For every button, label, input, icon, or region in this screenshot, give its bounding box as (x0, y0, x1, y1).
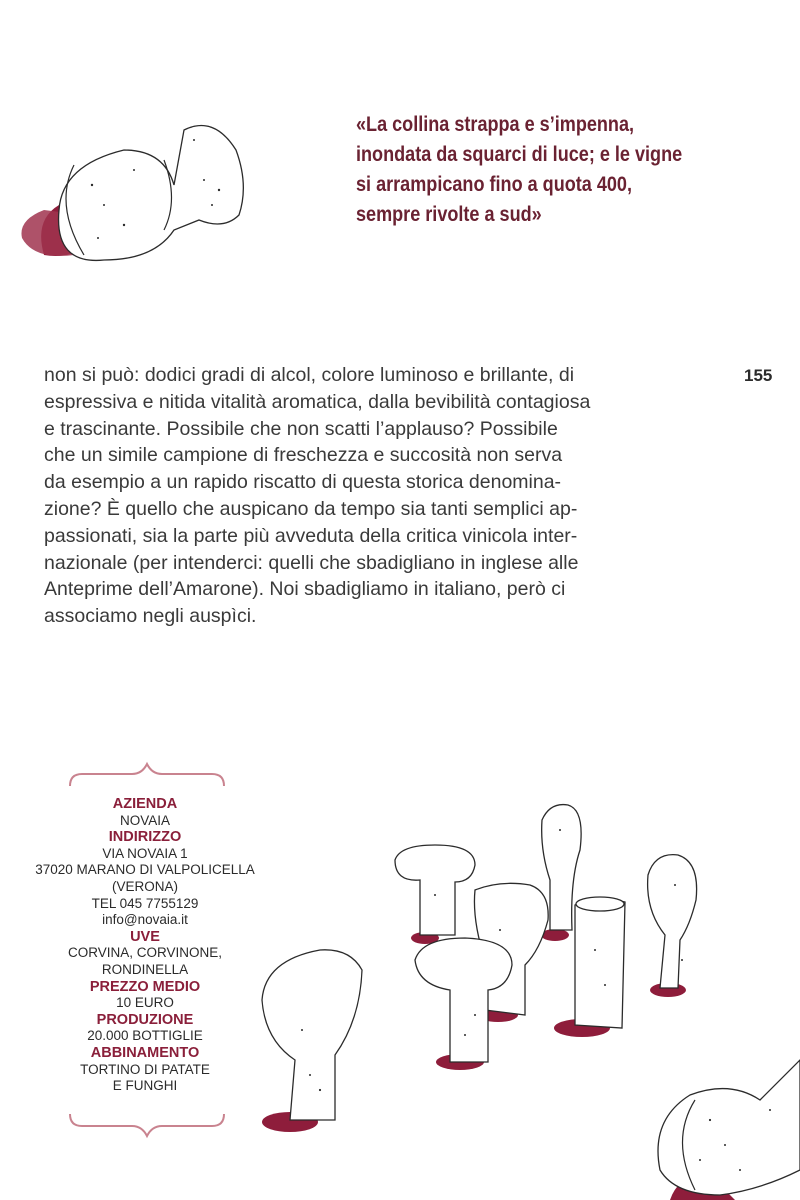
winery-info-card (0, 756, 290, 1146)
azienda-label: AZIENDA (112, 796, 178, 812)
body-line: zione? È quello che auspicano da tempo sia tanti semplici ap- (44, 497, 578, 520)
azienda-value: NOVAIA (119, 812, 170, 828)
produzione-value: 20.000 BOTTIGLIE (87, 1028, 203, 1044)
prezzo-value: 10 EURO (116, 995, 174, 1011)
uve-label: UVE (130, 928, 160, 945)
email-link[interactable]: info@novaia.it (102, 912, 188, 928)
body-line: e trascinante. Possibile che non scatti l’applauso? Possibile (44, 417, 558, 440)
pull-quote (356, 110, 717, 230)
abbinamento-line: TORTINO DI PATATE (80, 1061, 210, 1077)
telefono: TEL 045 7755129 (91, 895, 199, 911)
indirizzo-line: VIA NOVAIA 1 (102, 845, 188, 861)
body-line: non si può: dodici gradi di alcol, colore luminoso e brillante, di (44, 364, 575, 386)
page-number: 155 (744, 366, 773, 385)
abbinamento-label: ABBINAMENTO (90, 1044, 200, 1061)
uve-line: RONDINELLA (101, 961, 189, 977)
body-line: espressiva e nitida vitalità aromatica, dalla bevibilità contagiosa (44, 390, 591, 413)
abbinamento-line: E FUNGHI (112, 1078, 178, 1094)
indirizzo-line: 37020 MARANO DI VALPOLICELLA (35, 862, 255, 878)
produzione-label: PRODUZIONE (96, 1011, 194, 1028)
indirizzo-line: (VERONA) (111, 878, 178, 894)
body-line: Anteprime dell’Amarone). Noi sbadigliamo in italiano, però ci (44, 578, 566, 601)
uve-line: CORVINA, CORVINONE, (67, 945, 223, 961)
body-line: passionati, sia la parte più avveduta della critica vinicola inter- (44, 524, 578, 547)
cork-lying-icon (14, 110, 254, 275)
pull-quote-line: sempre rivolte a sud» (356, 203, 542, 226)
prezzo-label: PREZZO MEDIO (89, 978, 201, 995)
body-line: che un simile campione di freschezza e succosità non serva (44, 444, 563, 467)
body-line: associamo negli auspìci. (44, 605, 257, 628)
body-line: da esempio a un rapido riscatto di questa storica denomina- (44, 471, 562, 494)
pull-quote-line: si arrampicano fino a quota 400, (356, 173, 633, 196)
indirizzo-label: INDIRIZZO (108, 829, 182, 846)
body-line: nazionale (per intenderci: quelli che sbadigliano in inglese alle (44, 551, 579, 574)
info-list (0, 796, 290, 1095)
body-paragraph (44, 362, 664, 630)
cork-corner-icon (640, 1050, 800, 1200)
pull-quote-line: «La collina strappa e s’impenna, (356, 113, 635, 136)
pull-quote-line: inondata da squarci di luce; e le vigne (356, 143, 683, 166)
